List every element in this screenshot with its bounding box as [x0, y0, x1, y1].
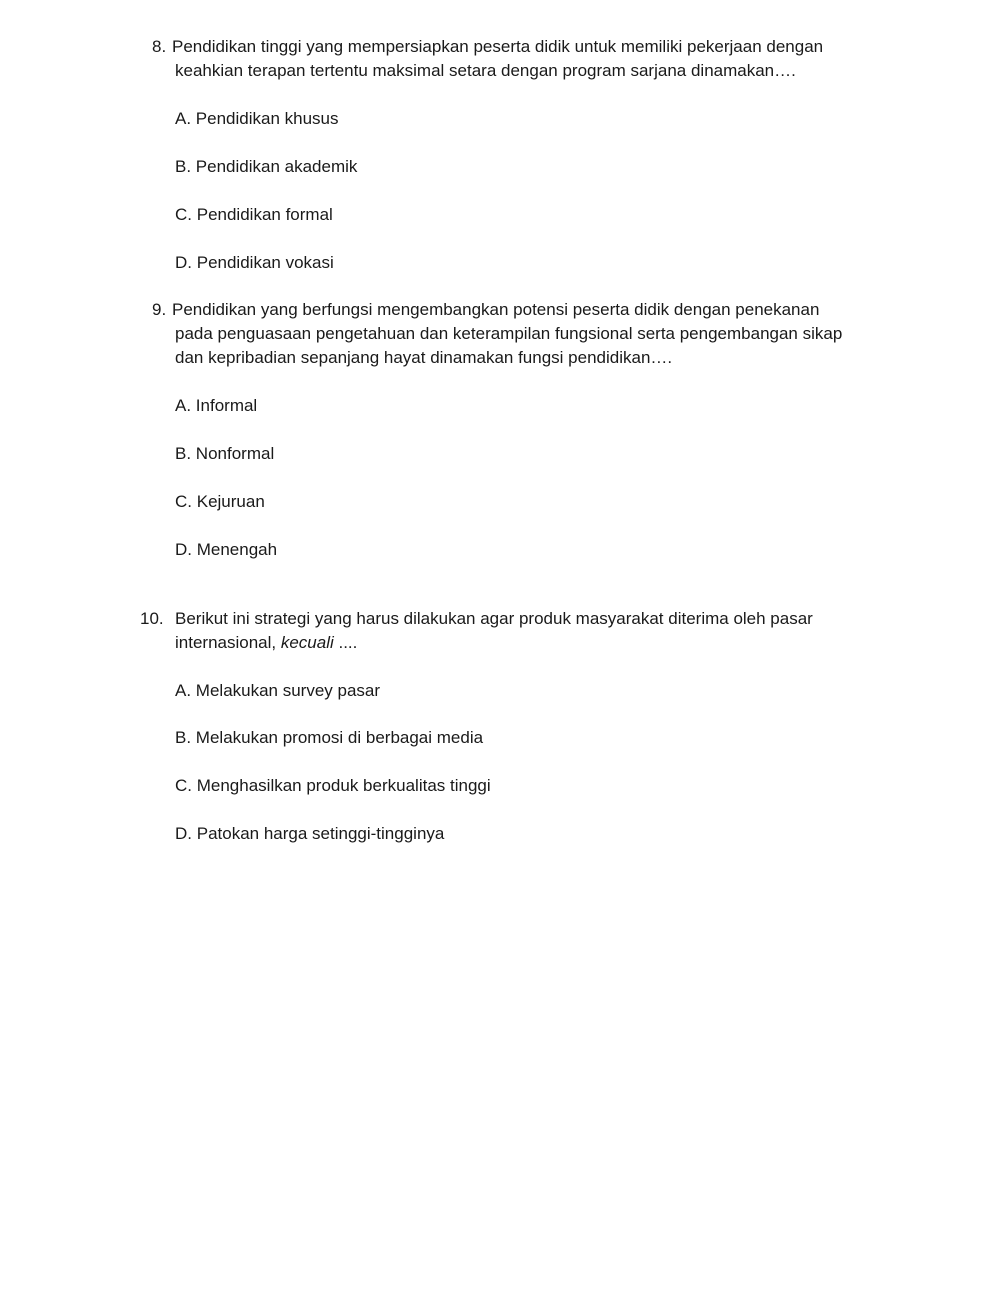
answer-option-a[interactable] [175, 107, 339, 131]
option-letter: D. [175, 253, 197, 272]
option-text: Pendidikan vokasi [196, 253, 334, 272]
answer-option-d[interactable] [175, 251, 334, 275]
option-text: Nonformal [195, 444, 275, 463]
option-text: Menghasilkan produk berkualitas tinggi [196, 776, 491, 795]
answer-option-b[interactable] [175, 726, 483, 750]
option-letter: C. [175, 492, 197, 511]
option-letter: C. [175, 205, 197, 224]
answer-option-a[interactable] [175, 679, 380, 703]
option-text: Melakukan promosi di berbagai media [195, 728, 484, 747]
answer-option-c[interactable] [175, 490, 265, 514]
option-text: Informal [195, 396, 258, 415]
answer-option-a[interactable] [175, 394, 257, 418]
option-text: Kejuruan [196, 492, 265, 511]
question-number: 9. [152, 300, 167, 319]
question-text-line: dan kepribadian sepanjang hayat dinamakan fungsi pendidikan…. [175, 348, 673, 367]
answer-option-c[interactable] [175, 774, 491, 798]
option-letter: D. [175, 824, 197, 843]
question-number: 10. [140, 609, 164, 628]
answer-option-d[interactable] [175, 822, 444, 846]
question-text-line: pada penguasaan pengetahuan dan keterampilan fungsional serta pengembangan sikap [175, 324, 843, 343]
question-text-line [175, 631, 357, 655]
question-text-prefix: internasional, [175, 633, 281, 652]
option-text: Pendidikan akademik [195, 157, 358, 176]
option-letter: A. [175, 396, 196, 415]
option-letter: A. [175, 681, 196, 700]
option-letter: A. [175, 109, 196, 128]
question-text-line: Pendidikan yang berfungsi mengembangkan potensi peserta didik dengan penekanan [172, 300, 820, 319]
question-text-emphasis: kecuali [280, 633, 334, 652]
option-text: Melakukan survey pasar [195, 681, 381, 700]
option-text: Pendidikan formal [196, 205, 333, 224]
answer-option-b[interactable] [175, 442, 274, 466]
option-letter: C. [175, 776, 197, 795]
option-text: Pendidikan khusus [195, 109, 339, 128]
question-text-line: Berikut ini strategi yang harus dilakukan agar produk masyarakat diterima oleh pasar [175, 609, 813, 628]
option-text: Patokan harga setinggi-tingginya [196, 824, 445, 843]
question-number: 8. [152, 37, 167, 56]
option-letter: B. [175, 157, 196, 176]
question-text-line: keahkian terapan tertentu maksimal setara dengan program sarjana dinamakan…. [175, 61, 796, 80]
answer-option-d[interactable] [175, 538, 277, 562]
option-text: Menengah [196, 540, 278, 559]
question-text-line: Pendidikan tinggi yang mempersiapkan peserta didik untuk memiliki pekerjaan dengan [172, 37, 824, 56]
question-text-suffix: .... [333, 633, 358, 652]
option-letter: B. [175, 444, 196, 463]
option-letter: D. [175, 540, 197, 559]
answer-option-c[interactable] [175, 203, 333, 227]
option-letter: B. [175, 728, 196, 747]
answer-option-b[interactable] [175, 155, 357, 179]
